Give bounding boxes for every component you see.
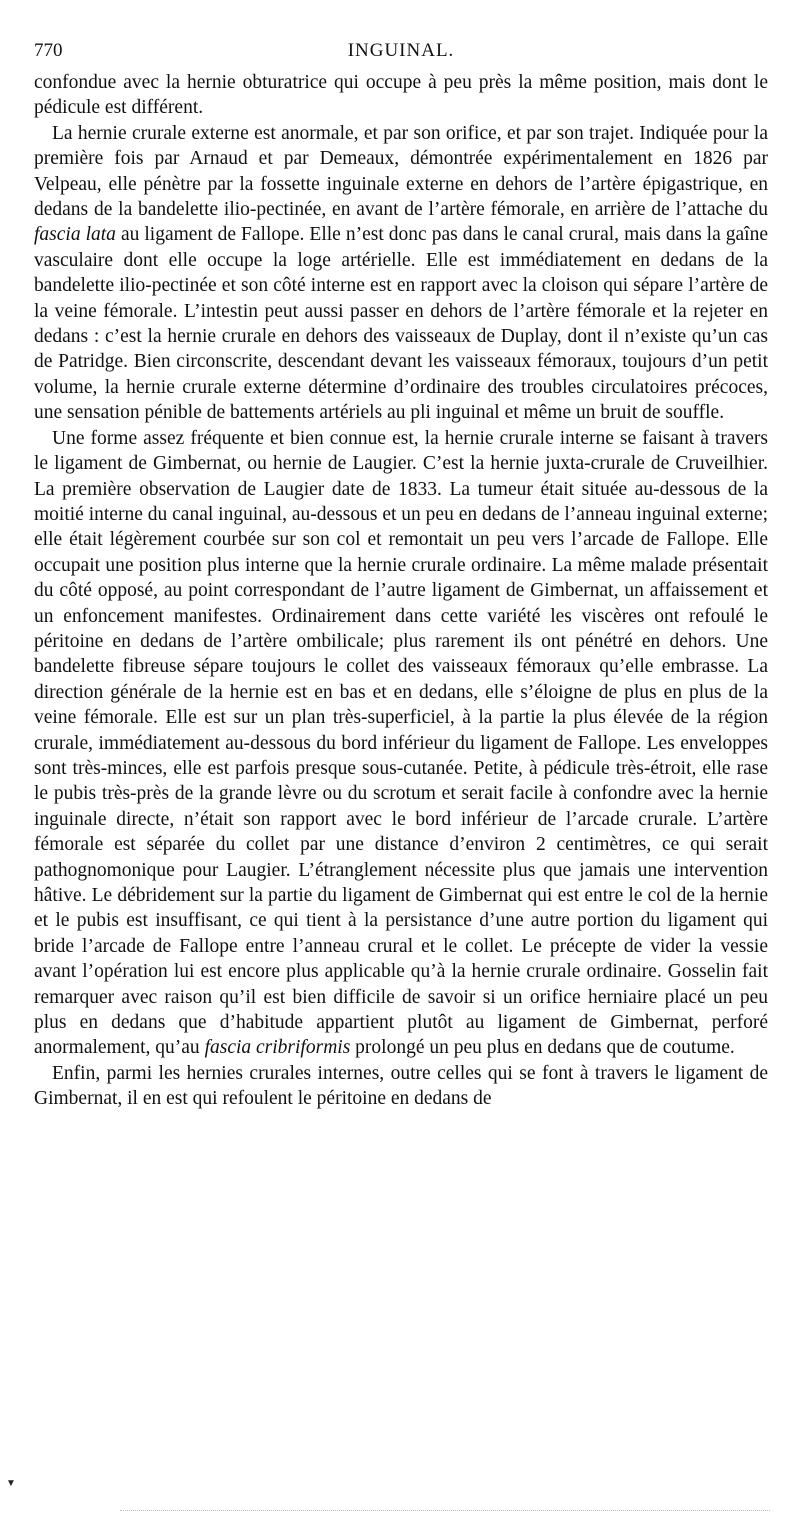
- text-segment: La hernie crurale externe est anormale, et par son orifice, et par son trajet. Indiquée pour la première fois par Arnaud et par Demeaux, démontrée expérimentalement en 1826 par Velpeau, elle pénètre par la fossette inguinale externe en dehors de l’artère épigastrique, en dedans de la bandelette ilio-pectinée, en avant de l’artère fémorale, en arrière de l’attache du: [34, 122, 768, 221]
- page-number: 770: [34, 40, 63, 61]
- paragraph-3: [34, 426, 768, 1061]
- text-segment: au ligament de Fallope. Elle n’est donc pas dans le canal crural, mais dans la gaîne vasculaire dont elle occupe la loge artérielle. Elle est immédiatement en dedans de la bandelette ilio-pectinée et son côté interne est en rapport avec la cloison qui sépare l’artère de la veine fémorale. L’intestin peut aussi passer en dehors de l’artère fémorale et la rejeter en dedans : c’est la hernie crurale en dehors des vaisseaux de Duplay, dont il n’existe qu’un cas de Patridge. Bien circonscrite, descendant devant les vaisseaux fémoraux, toujours d’un petit volume, la hernie crurale externe détermine d’ordinaire des troubles circulatoires précoces, une sensation pénible de battements artériels au pli inguinal et même un bruit de souffle.: [34, 224, 768, 424]
- margin-mark-icon: ▼: [6, 1478, 16, 1489]
- running-title: INGUINAL.: [347, 40, 455, 61]
- page-header: [34, 40, 768, 70]
- paragraph-1: [34, 70, 768, 121]
- paragraph-4: [34, 1061, 768, 1112]
- text-segment: Une forme assez fréquente et bien connue est, la hernie crurale interne se faisant à travers le ligament de Gimbernat, ou hernie de Laugier. C’est la hernie juxta-crurale de Cruveilhier. La première observation de Laugier date de 1833. La tumeur était située au-dessous de la moitié interne du canal inguinal, au-dessous et un peu en dedans de l’anneau inguinal externe; elle était légèrement courbée sur son col et remontait un peu vers l’arcade de Fallope. Elle occupait une position plus interne que la hernie crurale ordinaire. La même malade présentait du côté opposé, au point correspondant de l’autre ligament de Gimbernat, un affaissement et un enfoncement manifestes. Ordinairement dans cette variété les viscères ont refoulé le péritoine en dedans de l’artère ombilicale; plus rarement ils ont pénétré en dehors. Une bandelette fibreuse sépare toujours le collet des vaisseaux fémoraux qu’elle embrasse. La direction générale de la hernie est en bas et en dedans, elle s’éloigne de plus en plus de la veine fémorale. Elle est sur un plan très-superficiel, à la partie la plus élevée de la région crurale, immédiatement au-dessous du bord inférieur du ligament de Fallope. Les enveloppes sont très-minces, elle est parfois presque sous-cutanée. Petite, à pédicule très-étroit, elle rase le pubis très-près de la grande lèvre ou du scrotum et serait facile à confondre avec la hernie inguinale directe, n’était son rapport avec le bord inférieur de l’arcade crurale. L’artère fémorale est séparée du collet par une distance d’environ 2 centimètres, ce qui serait pathognomonique pour Laugier. L’étranglement nécessite plus que jamais une intervention hâtive. Le débridement sur la partie du ligament de Gimbernat qui est entre le col de la hernie et le pubis est insuffisant, ce qui tient à la persistance d’une autre portion du ligament qui bride l’arcade de Fallope entre l’anneau crural et le collet. Le précepte de vider la vessie avant l’opération lui est encore plus applicable qu’à la hernie crurale ordinaire. Gosselin fait remarquer avec raison qu’il est bien difficile de savoir si un orifice herniaire placé un peu plus en dedans que d’habitude appartient plutôt au ligament de Gimbernat, perforé anormalement, qu’au: [34, 427, 768, 1059]
- document-page: [34, 40, 768, 1112]
- text-segment: confondue avec la hernie obturatrice qui occupe à peu près la même position, mais dont le pédicule est différent.: [34, 72, 768, 119]
- text-segment: prolongé un peu plus en dedans que de coutume.: [350, 1037, 735, 1059]
- italic-term-fascia-lata: fascia lata: [34, 224, 116, 246]
- text-segment: Enfin, parmi les hernies crurales internes, outre celles qui se font à travers le ligament de Gimbernat, il en est qui refoulent le péritoine en dedans de: [34, 1062, 768, 1110]
- paragraph-2: [34, 121, 768, 426]
- italic-term-fascia-cribriformis: fascia cribriformis: [204, 1037, 351, 1059]
- body-text: [34, 70, 768, 1112]
- page-bottom-rule: [120, 1510, 770, 1511]
